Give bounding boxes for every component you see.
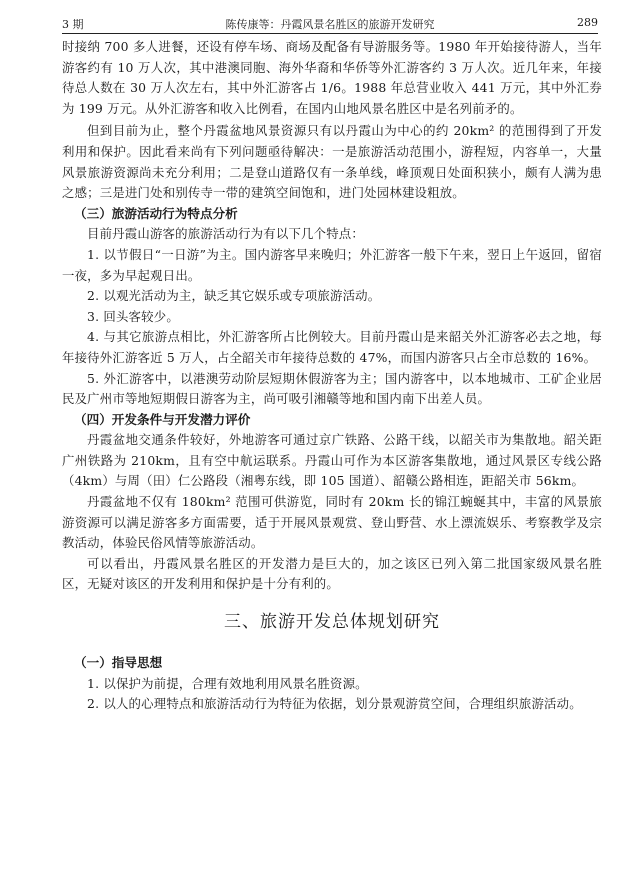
paragraph-transport: 丹霞盆地交通条件较好，外地游客可通过京广铁路、公路干线，以韶关市为集散地。韶关距广州铁路为 210km，且有空中航运联系。丹霞山可作为本区游客集散地，通过风景区专线公路（4km）与周（田）仁公路段（湘粤东线，即 105 国道）、韶赣公路相连，距韶关市 56km。 <box>62 432 602 489</box>
list-item-2: 2. 以观光活动为主，缺乏其它娱乐或专项旅游活动。 <box>87 288 381 304</box>
list-item-5: 5. 外汇游客中，以港澳劳动阶层短期休假游客为主；国内游客中，以本地城市、工矿企业居民及广州市等地短期假日游客为主，尚可吸引湘赣等地和国内南下出差人员。 <box>62 370 602 407</box>
subheading-behavior-analysis: （三）旅游活动行为特点分析 <box>74 205 238 221</box>
paragraph-problems: 但到目前为止，整个丹霞盆地风景资源只有以丹霞山为中心的约 20km² 的范围得到了开发利用和保护。因此看来尚有下列问题亟待解决：一是旅游活动范围小，游程短，内容单一，大量风景旅游资源尚未充分利用；二是登山道路仅有一条单线，峰顶观日处面积狭小，颇有人满为患之感；三是进门处和别传寺一带的建筑空间饱和，进门处园林建设粗放。 <box>62 123 602 201</box>
subheading-guiding-principles: （一）指导思想 <box>74 655 163 671</box>
paragraph-visitor-stats: 时接纳 700 多人进餐，还设有停车场、商场及配备有导游服务等。1980 年开始接待游人，当年游客约有 10 万人次，其中港澳同胞、海外华裔和华侨等外汇游客约 3 万人次。近几年来，年接待总人数在 30 万人次左右，其中外汇游客占 1/6。1988 年总营业收入 441 万元，其中外汇券为 199 万元。从外汇游客和收入比例看，在国内山地风景名胜区中是名列前矛的。 <box>62 39 602 116</box>
issue-number: 3 期 <box>62 18 84 31</box>
paragraph-potential: 可以看出，丹霞风景名胜区的开发潜力是巨大的，加之该区已列入第二批国家级风景名胜区，无疑对该区的开发利用和保护是十分有利的。 <box>62 555 602 592</box>
list-item-4: 4. 与其它旅游点相比，外汇游客所占比例较大。目前丹霞山是来韶关外汇游客必去之地，每年接待外汇游客近 5 万人，占全韶关市年接待总数的 47%，而国内游客只占全市总数的 16%。 <box>62 329 602 365</box>
running-header <box>62 14 598 32</box>
article-body <box>62 37 602 715</box>
principle-item-2: 2. 以人的心理特点和旅游活动行为特征为依据，划分景观游赏空间，合理组织旅游活动。 <box>87 696 582 712</box>
section-title: 三、旅游开发总体规划研究 <box>224 612 440 633</box>
header-rule <box>62 33 598 34</box>
paragraph-resources: 丹霞盆地不仅有 180km² 范围可供游览，同时有 20km 长的锦江蜿蜒其中，丰富的风景旅游资源可以满足游客多方面需要，适于开展风景观赏、登山野营、水上漂流娱乐、考察教学及宗教活动，体验民俗风情等旅游活动。 <box>62 494 602 551</box>
list-item-3: 3. 回头客较少。 <box>87 308 179 324</box>
running-title: 陈传康等：丹霞风景名胜区的旅游开发研究 <box>225 18 435 31</box>
subheading-development-conditions: （四）开发条件与开发潜力评价 <box>74 411 251 427</box>
principle-item-1: 1. 以保护为前提，合理有效地利用风景名胜资源。 <box>87 675 368 691</box>
list-item-1: 1. 以节假日“一日游”为主。国内游客早来晚归；外汇游客一般下午来，翌日上午返回，留宿一夜，多为早起观日出。 <box>62 246 602 283</box>
page-number: 289 <box>577 16 598 29</box>
paragraph-behavior-intro: 目前丹霞山游客的旅游活动行为有以下几个特点： <box>87 226 364 242</box>
